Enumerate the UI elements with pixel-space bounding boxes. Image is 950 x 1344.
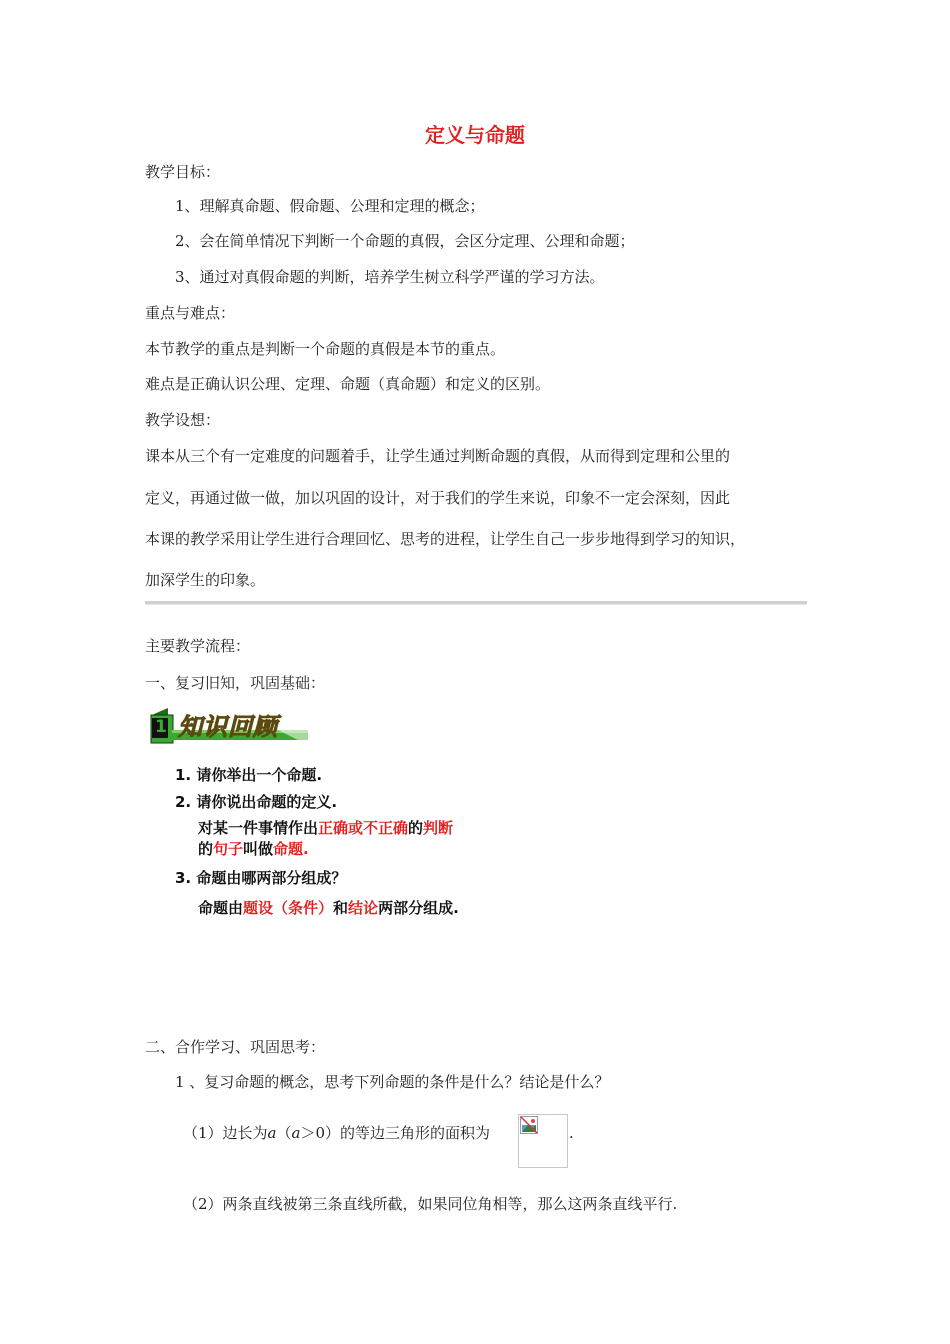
item-text: （1）边长为 [183,1124,268,1142]
section-1-heading: 一、复习旧知，巩固基础： [145,674,326,692]
question-1: 1. 请你举出一个命题. [175,766,323,784]
answer-highlight: 结论 [348,899,379,917]
answer-text: 两部分组成. [378,899,459,917]
item-1-end: . [569,1124,574,1142]
answer-2-line-2 [198,839,309,859]
goals-heading: 教学目标： [145,163,221,181]
item-2: （2）两条直线被第三条直线所截，如果同位角相等，那么这两条直线平行. [183,1195,678,1213]
broken-image-icon [520,1116,538,1134]
formula-image-placeholder [518,1114,568,1168]
goal-item-2: 2、会在简单情况下判断一个命题的真假，会区分定理、公理和命题； [175,232,635,250]
answer-highlight: 题设（条件） [243,899,334,917]
variable-a: a [267,1124,277,1142]
focus-key: 本节教学的重点是判断一个命题的真假是本节的重点。 [145,340,506,358]
answer-text: 的 [198,840,214,858]
task-1: 1 、复习命题的概念，思考下列命题的条件是什么？结论是什么？ [175,1073,610,1091]
answer-text: 叫做 [243,840,274,858]
section-2-heading: 二、合作学习、巩固思考： [145,1038,326,1056]
answer-highlight: 命题. [273,840,309,858]
design-heading: 教学设想： [145,411,221,429]
goal-item-1: 1、理解真命题、假命题、公理和定理的概念； [175,197,485,215]
item-text: ＞0）的等边三角形的面积为 [300,1124,491,1142]
answer-text: 命题由 [198,899,244,917]
item-1 [183,1123,490,1143]
answer-2-line-1 [198,818,453,838]
process-heading: 主要教学流程： [145,637,251,655]
goal-item-3: 3、通过对真假命题的判断，培养学生树立科学严谨的学习方法。 [175,268,605,286]
divider [145,601,807,605]
design-line-1: 课本从三个有一定难度的问题着手，让学生通过判断命题的真假，从而得到定理和公里的 [145,447,731,465]
knowledge-review-banner [148,706,308,744]
question-3: 3. 命题由哪两部分组成？ [175,869,347,887]
answer-text: 的 [408,819,424,837]
answer-highlight: 判断 [423,819,454,837]
item-text: （ [276,1124,292,1142]
design-line-3: 本课的教学采用让学生进行合理回忆、思考的进程，让学生自己一步步地得到学习的知识， [145,530,746,548]
design-line-4: 加深学生的印象。 [145,571,266,589]
answer-highlight: 句子 [213,840,244,858]
banner-title: 知识回顾 [178,713,278,741]
focus-difficulty: 难点是正确认识公理、定理、命题（真命题）和定义的区别。 [145,375,551,393]
banner-number: 1 [155,717,167,737]
answer-text: 对某一件事情作出 [198,819,319,837]
question-2: 2. 请你说出命题的定义. [175,793,338,811]
variable-a: a [291,1124,301,1142]
answer-highlight: 正确或不正确 [318,819,409,837]
page-title: 定义与命题 [425,123,525,147]
answer-3 [198,898,459,918]
focus-heading: 重点与难点： [145,304,236,322]
design-line-2: 定义，再通过做一做，加以巩固的设计，对于我们的学生来说，印象不一定会深刻，因此 [145,489,731,507]
answer-text: 和 [333,899,349,917]
